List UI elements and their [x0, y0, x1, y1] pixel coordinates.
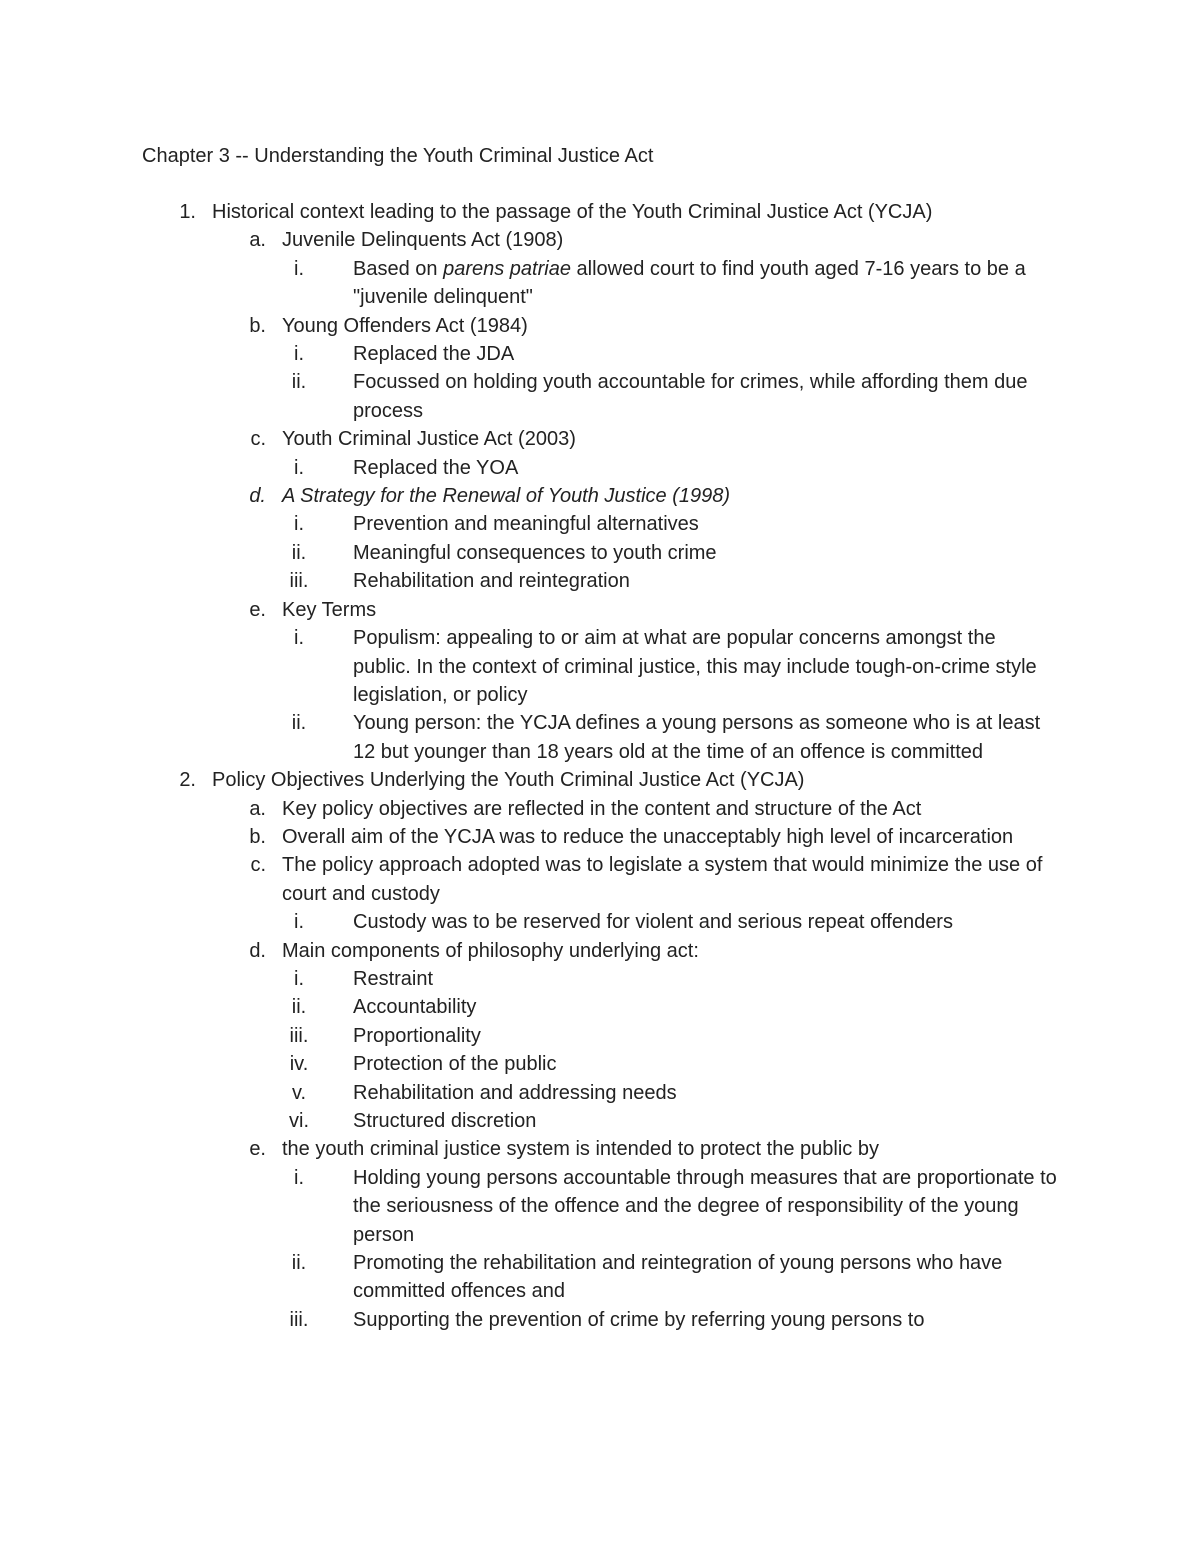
- list-marker: 2.: [179, 769, 196, 792]
- outline-item-level-1: [0, 198, 1062, 226]
- outline-item-text: Historical context leading to the passage of the Youth Criminal Justice Act (YCJA): [212, 201, 933, 223]
- outline-item-text: Overall aim of the YCJA was to reduce the unacceptably high level of incarceration: [282, 825, 1014, 848]
- list-marker: ii.: [291, 1252, 307, 1275]
- list-marker: v.: [291, 1081, 307, 1104]
- outline-item-level-3: [0, 1022, 1058, 1050]
- outline-item-text: Proportionality: [353, 1024, 481, 1047]
- outline-item-text: Accountability: [353, 996, 477, 1019]
- outline-item-level-3: [0, 454, 1058, 482]
- list-marker: iii.: [289, 570, 309, 593]
- outline-item-text: Meaningful consequences to youth crime: [353, 541, 717, 564]
- outline-item-level-3: [0, 993, 1058, 1021]
- list-marker: i.: [294, 456, 304, 479]
- list-marker: i.: [294, 513, 304, 536]
- list-marker: i.: [294, 911, 304, 934]
- outline-item-level-1: [0, 766, 1062, 794]
- outline-item-level-2: [0, 1135, 1062, 1163]
- italic-term: parens patriae: [443, 257, 571, 280]
- outline-item-level-3: [0, 539, 1058, 567]
- outline-item-level-3: [0, 340, 1058, 368]
- list-marker: iii.: [289, 1024, 309, 1047]
- list-marker: iii.: [289, 1308, 309, 1331]
- outline-item-level-3: [0, 1079, 1058, 1107]
- list-marker: c.: [250, 854, 266, 877]
- outline-item-level-3: [0, 1107, 1058, 1135]
- outline-item-level-3: [0, 567, 1058, 595]
- outline-item-level-2: [0, 795, 1062, 823]
- outline-item-level-3: [0, 1249, 1058, 1306]
- outline-item-level-3: [0, 908, 1058, 936]
- outline-item-text: the youth criminal justice system is intended to protect the public by: [282, 1138, 879, 1161]
- outline-item-text: Young person: the YCJA defines a young persons as someone who is at least 12 but younger than 18 years old at the time of an offence is committed: [353, 712, 1041, 763]
- outline-item-text: Promoting the rehabilitation and reintegration of young persons who have committed offences and: [353, 1252, 1003, 1303]
- list-marker: e.: [249, 1138, 266, 1161]
- list-marker: ii.: [291, 371, 307, 394]
- list-marker: d.: [249, 485, 266, 508]
- list-marker: ii.: [291, 712, 307, 735]
- list-marker: ii.: [291, 996, 307, 1019]
- outline-item-text: Supporting the prevention of crime by referring young persons to: [353, 1308, 925, 1331]
- outline-item-text: Juvenile Delinquents Act (1908): [282, 229, 564, 252]
- text-segment: Based on: [353, 257, 444, 280]
- outline-item-text: Protection of the public: [353, 1053, 557, 1076]
- outline-item-level-2: [0, 937, 1062, 965]
- list-marker: a.: [249, 229, 266, 252]
- outline-item-text: Rehabilitation and addressing needs: [353, 1081, 677, 1104]
- outline-item-level-3: [0, 1050, 1058, 1078]
- outline-item-text: Focussed on holding youth accountable for crimes, while affording them due process: [353, 371, 1028, 422]
- outline-item-level-3: [0, 965, 1058, 993]
- outline-item-text: Young Offenders Act (1984): [282, 314, 528, 337]
- list-marker: i.: [294, 343, 304, 366]
- outline-item-level-3: [0, 255, 1058, 312]
- text-segment: allowed court to find youth aged 7-16 years to be a "juvenile delinquent": [353, 257, 1026, 309]
- outline-item-level-3: [0, 1164, 1058, 1249]
- list-marker: vi.: [289, 1110, 309, 1132]
- list-marker: e.: [249, 598, 266, 621]
- outline-item-text: Rehabilitation and reintegration: [353, 570, 630, 593]
- list-marker: b.: [249, 825, 266, 848]
- list-marker: d.: [249, 939, 266, 962]
- outline-item-text: Key policy objectives are reflected in the content and structure of the Act: [282, 797, 922, 820]
- outline-item-level-2: [0, 851, 1062, 908]
- outline-item-text: A Strategy for the Renewal of Youth Justice (1998): [282, 485, 731, 508]
- list-marker: b.: [249, 314, 266, 337]
- list-marker: i.: [294, 1166, 304, 1189]
- outline-item-text: The policy approach adopted was to legislate a system that would minimize the use of court and custody: [282, 854, 1043, 905]
- outline-item-text: Policy Objectives Underlying the Youth Criminal Justice Act (YCJA): [212, 769, 805, 792]
- outline-item-level-2: [0, 482, 1062, 510]
- outline-item-text: Custody was to be reserved for violent and serious repeat offenders: [353, 911, 953, 934]
- outline-item-text: Restraint: [353, 967, 434, 990]
- list-marker: i.: [294, 967, 304, 990]
- page-title: Chapter 3 -- Understanding the Youth Criminal Justice Act: [142, 145, 654, 167]
- list-marker: c.: [250, 428, 266, 451]
- outline-item-text: Replaced the YOA: [353, 456, 519, 479]
- list-marker: 1.: [179, 201, 196, 223]
- outline-item-level-2: [0, 312, 1062, 340]
- list-marker: i.: [294, 627, 304, 650]
- list-marker: iv.: [289, 1053, 309, 1076]
- outline-item-level-3: [0, 510, 1058, 538]
- outline-item-text: [353, 258, 1026, 308]
- outline-item-level-2: [0, 823, 1062, 851]
- outline-item-text: Structured discretion: [353, 1110, 537, 1132]
- list-marker: a.: [249, 797, 266, 820]
- outline-item-level-3: [0, 624, 1058, 709]
- outline-item-level-3: [0, 709, 1058, 766]
- list-marker: ii.: [291, 541, 307, 564]
- outline-item-text: Prevention and meaningful alternatives: [353, 513, 699, 536]
- outline-list: [0, 198, 1200, 1334]
- outline-item-text: Holding young persons accountable through measures that are proportionate to the seriousness of the offence and the degree of responsibility of the young person: [353, 1166, 1057, 1246]
- outline-item-text: Main components of philosophy underlying act:: [282, 939, 699, 962]
- outline-item-level-2: [0, 596, 1062, 624]
- outline-item-text: Key Terms: [282, 598, 377, 621]
- outline-item-text: Populism: appealing to or aim at what are popular concerns amongst the public. In the context of criminal justice, this may include tough-on-crime style legislation, or policy: [353, 627, 1037, 706]
- list-marker: i.: [294, 257, 304, 280]
- outline-item-text: Youth Criminal Justice Act (2003): [282, 428, 576, 451]
- outline-item-level-2: [0, 226, 1062, 254]
- outline-item-text: Replaced the JDA: [353, 343, 515, 366]
- outline-item-level-3: [0, 1306, 1058, 1334]
- outline-item-level-2: [0, 425, 1062, 453]
- outline-item-level-3: [0, 368, 1058, 425]
